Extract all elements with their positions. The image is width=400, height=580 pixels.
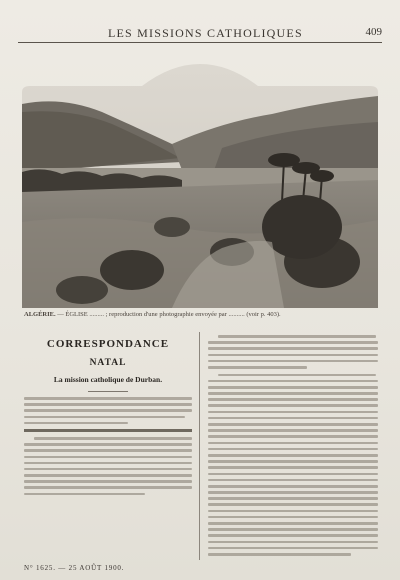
right-paragraph-2 — [208, 374, 378, 556]
landscape-photograph-image — [22, 52, 378, 308]
page-number: 409 — [365, 26, 382, 38]
running-header — [18, 26, 382, 40]
right-column — [208, 330, 378, 560]
column-divider — [199, 332, 200, 560]
caption-text: — ÉGLISE ......... ; reproduction d'une photographie envoyée par .......... (voir p. 403). — [57, 311, 281, 318]
issue-footer: N° 1625. — 25 AOÛT 1900. — [24, 564, 125, 572]
letter-heading — [24, 429, 192, 432]
letter-paragraph — [24, 437, 192, 495]
figure-caption — [24, 311, 376, 319]
article-title: La mission catholique de Durban. — [53, 375, 163, 384]
caption-lead: ALGÉRIE. — [24, 311, 56, 318]
left-column — [24, 330, 192, 560]
header-rule — [18, 42, 382, 43]
intro-paragraph — [24, 397, 192, 424]
right-paragraph-1 — [208, 335, 378, 369]
landscape-photograph — [22, 52, 378, 308]
title-rule — [88, 391, 128, 392]
section-heading: CORRESPONDANCE — [46, 338, 170, 350]
running-title: LES MISSIONS CATHOLIQUES — [108, 26, 303, 40]
article-location: NATAL — [89, 358, 127, 368]
